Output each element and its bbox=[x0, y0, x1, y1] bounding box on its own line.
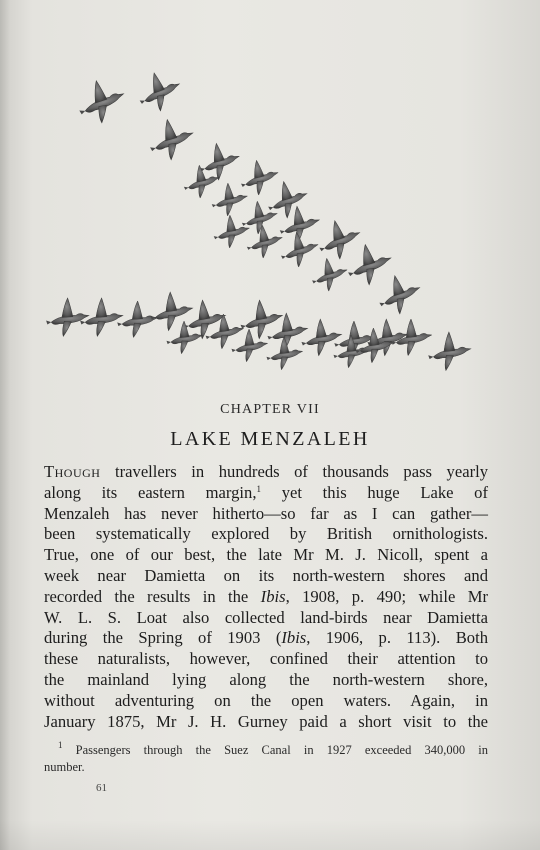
footnote-marker: 1 bbox=[256, 483, 261, 494]
duck-icon bbox=[211, 212, 253, 250]
text-line: Menzaleh has never hitherto—so far as I can gather— bbox=[44, 503, 488, 523]
chapter-number: CHAPTER VII bbox=[220, 402, 320, 417]
duck-icon bbox=[45, 297, 91, 338]
duck-icon bbox=[132, 66, 185, 116]
text-line: the mainland lying along the north-western shore, bbox=[44, 669, 488, 689]
footnote-line: $^1$ Passengers through the Suez Canal in 1927 exceeded 340,000 in bbox=[58, 740, 488, 757]
duck-icon bbox=[72, 74, 130, 128]
chapter-title: LAKE MENZALEH bbox=[170, 428, 370, 450]
duck-icon bbox=[373, 269, 426, 318]
text-line: week near Damietta on its north-western shores and bbox=[44, 565, 488, 585]
body-paragraph bbox=[44, 462, 488, 732]
duck-icon bbox=[299, 316, 344, 357]
footnote-number: 1 bbox=[58, 740, 63, 750]
page-number: 61 bbox=[96, 782, 107, 794]
duck-icon bbox=[265, 335, 305, 371]
journal-title: Ibis bbox=[260, 586, 286, 606]
text-line: along its eastern margin,$^1$ yet this huge Lake of bbox=[44, 482, 489, 502]
journal-title: Ibis bbox=[281, 628, 307, 648]
text-line: W. L. S. Loat also collected land-birds near Damietta bbox=[44, 607, 488, 627]
duck-icon bbox=[313, 214, 366, 263]
duck-icon bbox=[308, 254, 351, 294]
duck-icon bbox=[342, 239, 396, 290]
text-line: January 1875, Mr J. H. Gurney paid a short visit to the bbox=[44, 711, 488, 731]
text-line: recorded the results in the Ibis, 1908, p. 490; while Mr bbox=[44, 586, 488, 606]
text-line: Though travellers in hundreds of thousands pass yearly bbox=[44, 462, 488, 481]
text-line: during the Spring of 1903 (Ibis, 1906, p. 113). Both bbox=[44, 628, 488, 648]
duck-icon bbox=[426, 330, 473, 372]
drop-word: Though bbox=[44, 462, 101, 481]
text-line: without adventuring on the open waters. Again, in bbox=[44, 690, 488, 710]
duck-icon bbox=[144, 114, 198, 165]
duck-icon bbox=[243, 222, 285, 261]
duck-flock-illustration bbox=[40, 50, 500, 380]
duck-icon bbox=[209, 180, 251, 218]
page-gutter-shadow bbox=[0, 0, 10, 850]
page-bottom-shadow bbox=[0, 820, 540, 850]
duck-icon bbox=[236, 156, 282, 199]
text-line: been systematically explored by British ornithologists. bbox=[44, 524, 488, 544]
text-line: True, one of our best, the late Mr M. J. Nicoll, spent a bbox=[44, 545, 488, 565]
text-line: these naturalists, however, confined their attention to bbox=[44, 649, 488, 669]
footnote bbox=[44, 742, 488, 776]
footnote-line: number. bbox=[44, 760, 85, 774]
